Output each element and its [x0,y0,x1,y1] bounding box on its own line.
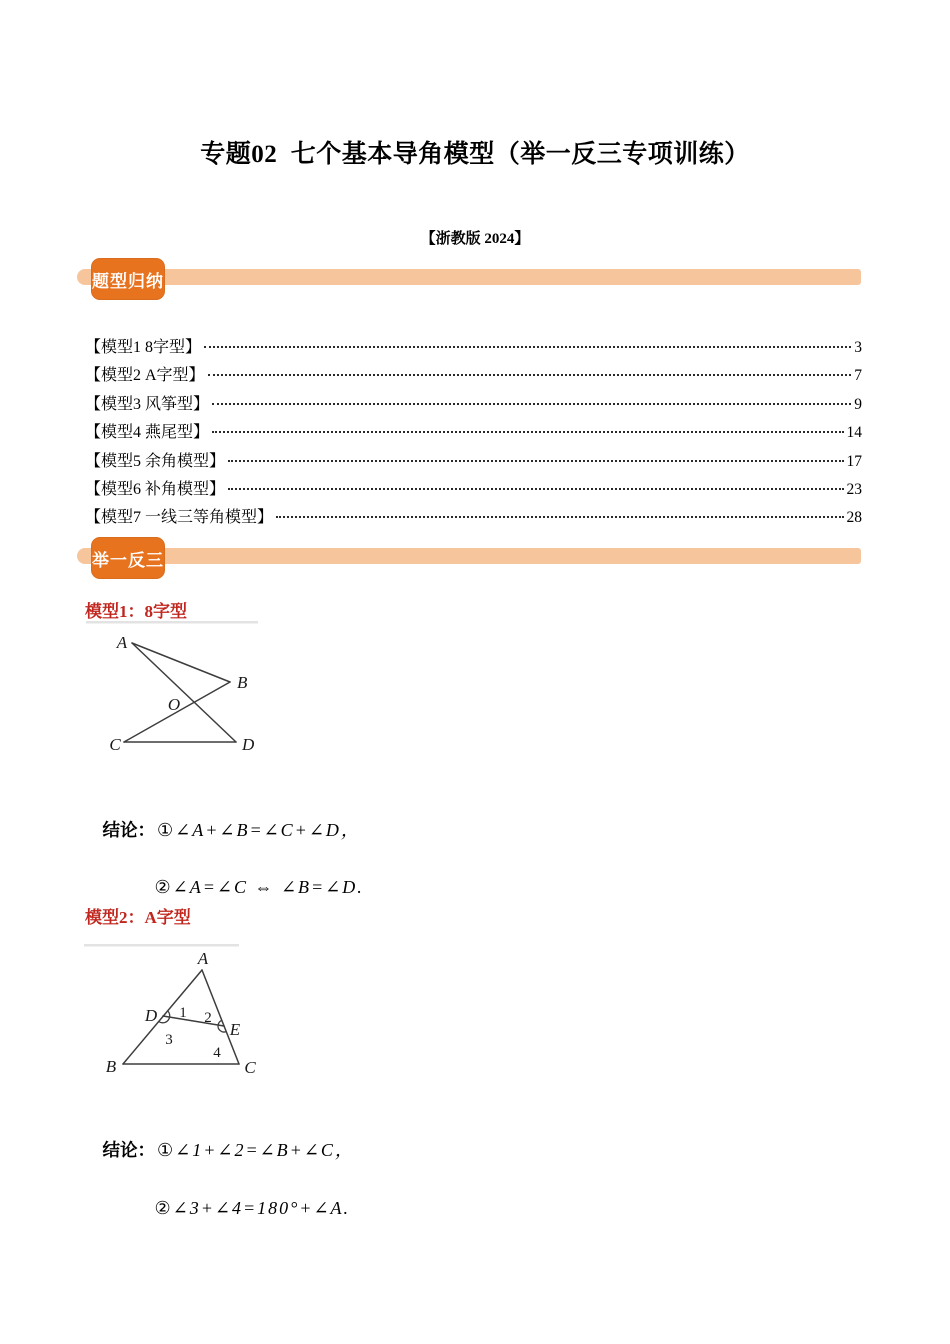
toc-entry-label: 【模型4 燕尾型】 [85,424,210,442]
banner-badge-examples: 举一反三 [91,537,165,579]
toc-row [85,504,862,532]
banner-bar [77,269,861,285]
circled-number: ② [154,1198,171,1218]
angle-arc-at-e-upper [218,1020,222,1025]
figure1-label-d: D [242,735,255,754]
figure2-angle-3: 3 [165,1032,173,1048]
toc-entry-label: 【模型1 8字型】 [85,339,202,356]
figure-model-1-hourglass [84,620,284,760]
edition-label: 【浙教版 2024】 [420,231,530,247]
segment-AD [132,643,236,742]
toc-dot-leader [276,516,843,518]
figure2-label-e: E [229,1020,241,1039]
toc-entry-label: 【模型3 风筝型】 [85,395,210,413]
toc-dot-leader [204,346,851,348]
model-2-conclusion-line-1 [85,1115,355,1183]
toc-dot-leader [228,488,843,490]
page-title: 专题02 七个基本导角模型（举一反三专项训练） [200,141,750,168]
formula: ∠3+∠4=180°+∠A. [172,1198,351,1218]
toc-page-number: 14 [846,424,862,442]
scan-edge-artifact [86,621,258,624]
toc-entry-label: 【模型6 补角模型】 [85,480,226,498]
formula: ∠1+∠2=∠B+∠C， [175,1140,355,1160]
table-of-contents [85,334,862,533]
toc-row [85,476,862,504]
figure2-angle-1: 1 [179,1005,187,1021]
figure1-label-o: O [167,695,181,714]
figure2-angle-2: 2 [204,1010,212,1026]
figure2-label-d: D [144,1006,158,1025]
toc-page-number: 9 [854,395,862,413]
toc-page-number: 7 [854,367,862,385]
toc-entry-label: 【模型7 一线三等角模型】 [85,509,274,527]
toc-row [85,419,862,447]
toc-dot-leader [212,431,843,433]
toc-entry-label: 【模型2 A字型】 [85,367,205,385]
toc-page-number: 23 [846,480,862,498]
toc-dot-leader [208,374,852,376]
segment-AB [123,970,202,1064]
toc-dot-leader [212,403,851,405]
toc-row [85,334,862,362]
section-banner-examples [0,537,950,581]
toc-row [85,448,862,476]
circled-number: ① [157,820,174,840]
section-banner-question-types [0,258,950,302]
conclusion-label: 结论： [102,1140,155,1160]
formula: ∠A=∠C ⇔ ∠B=∠D. [172,877,364,897]
toc-page-number: 28 [846,509,862,527]
figure2-label-c: C [244,1058,256,1077]
figure1-label-a: A [116,633,128,652]
figure1-label-c: C [109,735,121,754]
banner-bar [77,548,861,564]
model-1-heading: 模型1：8字型 [85,602,187,621]
toc-page-number: 3 [854,339,862,356]
circled-number: ② [154,877,171,897]
toc-page-number: 17 [846,452,862,470]
figure1-label-b: B [237,673,248,692]
circled-number: ① [157,1140,174,1160]
figure2-angle-4: 4 [213,1045,221,1061]
conclusion-label: 结论： [102,820,155,840]
figure2-label-a: A [197,949,209,968]
toc-row [85,362,862,390]
segment-AB [132,643,230,682]
model-2-conclusion-line-2 [137,1177,350,1240]
segment-DE [163,1016,224,1026]
toc-row [85,391,862,419]
formula: ∠A+∠B=∠C+∠D， [175,820,361,840]
scan-edge-artifact [84,944,239,947]
banner-badge-question-types: 题型归纳 [91,258,165,300]
toc-entry-label: 【模型5 余角模型】 [85,452,226,470]
figure2-label-b: B [105,1057,117,1076]
toc-dot-leader [228,460,843,462]
model-1-conclusion-line-1 [85,795,361,863]
model-2-heading: 模型2：A字型 [85,908,191,927]
figure-model-2-a-shape [84,940,294,1090]
